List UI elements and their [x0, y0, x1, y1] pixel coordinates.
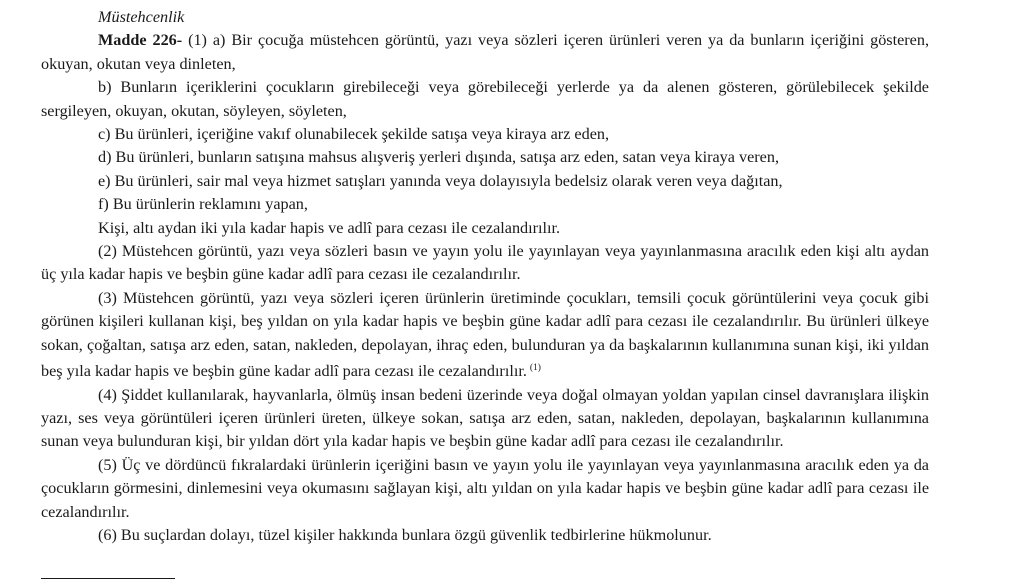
penalty-clause: Kişi, altı aydan iki yıla kadar hapis ve adlî para cezası ile cezalandırılır. — [98, 218, 561, 237]
paragraph-4: (4) Şiddet kullanılarak, hayvanlarla, ölmüş insan bedeni üzerinde veya doğal olmayan yoldan yapılan cinsel davranışlara ilişkin yazı, ses veya görüntüleri içeren ürünleri üreten, ülkeye sokan, satışa arz eden, satan, nakleden, depolayan, başkalarının kullanımına sunan veya bulunduran kişi, bir yıldan dört yıla kadar hapis ve beşbin güne kadar adlî para cezası ile cezalandırılır. — [41, 385, 929, 451]
item-c: c) Bu ürünleri, içeriğine vakıf olunabilecek şekilde satışa veya kiraya arz eden, — [98, 125, 610, 144]
item-e: e) Bu ürünleri, sair mal veya hizmet satışları yanında veya dolayısıyla bedelsiz olarak veren veya dağıtan, — [98, 171, 783, 190]
footnote-separator — [41, 578, 175, 579]
paragraph-3-text: (3) Müstehcen görüntü, yazı veya sözleri içeren ürünlerin üretiminde çocukları, temsili çocuk görüntülerini veya çocuk gibi görünen kişileri kullanan kişi, beş yıldan on yıla kadar hapis ve beşbin güne kadar adlî para cezası ile cezalandırılır. Bu ürünleri ülkeye sokan, çoğaltan, satışa arz eden, satan, nakleden, depolayan, ihraç eden, bulunduran ya da başkalarının kullanımına sunan kişi, iki yıldan beş yıla kadar hapis ve beşbin güne kadar adlî para cezası ile cezalandırılır. — [41, 288, 929, 381]
paragraph-6: (6) Bu suçlardan dolayı, tüzel kişiler hakkında bunlara özgü güvenlik tedbirlerine hükmolunur. — [98, 525, 712, 544]
item-f: f) Bu ürünlerin reklamını yapan, — [98, 195, 308, 214]
section-title: Müstehcenlik — [98, 8, 185, 26]
item-b: b) Bunların içeriklerini çocukların girebileceği veya görebileceği yerlerde ya da alenen gösteren, görülebilecek şekilde sergileyen, okuyan, okutan, söyleyen, söyleten, — [41, 78, 929, 120]
article-label: Madde 226- — [98, 31, 183, 50]
article-intro: (1) a) Bir çocuğa müstehcen görüntü, yazı veya sözleri içeren ürünleri veren ya da bunların içeriğini gösteren, okuyan, okutan veya dinleten, — [41, 31, 929, 73]
item-d: d) Bu ürünleri, bunların satışına mahsus alışveriş yerleri dışında, satışa arz eden, satan veya kiraya veren, — [98, 148, 780, 167]
paragraph-2: (2) Müstehcen görüntü, yazı veya sözleri basın ve yayın yolu ile yayınlayan veya yayınlanmasına aracılık eden kişi altı aydan üç yıla kadar hapis ve beşbin güne kadar adlî para cezası ile cezalandırılır. — [41, 242, 929, 284]
paragraph-5: (5) Üç ve dördüncü fıkralardaki ürünlerin içeriğini basın ve yayın yolu ile yayınlayan veya yayınlanmasına aracılık eden ya da çocukların görmesini, dinlemesini veya okumasını sağlayan kişi, altı yıldan on yıla kadar hapis ve beşbin güne kadar adlî para cezası ile cezalandırılır. — [41, 455, 929, 521]
article-226-paragraph-1 — [41, 29, 929, 76]
paragraph-3 — [41, 287, 929, 384]
document-page — [41, 6, 929, 547]
footnote-marker: (1) — [529, 363, 541, 374]
